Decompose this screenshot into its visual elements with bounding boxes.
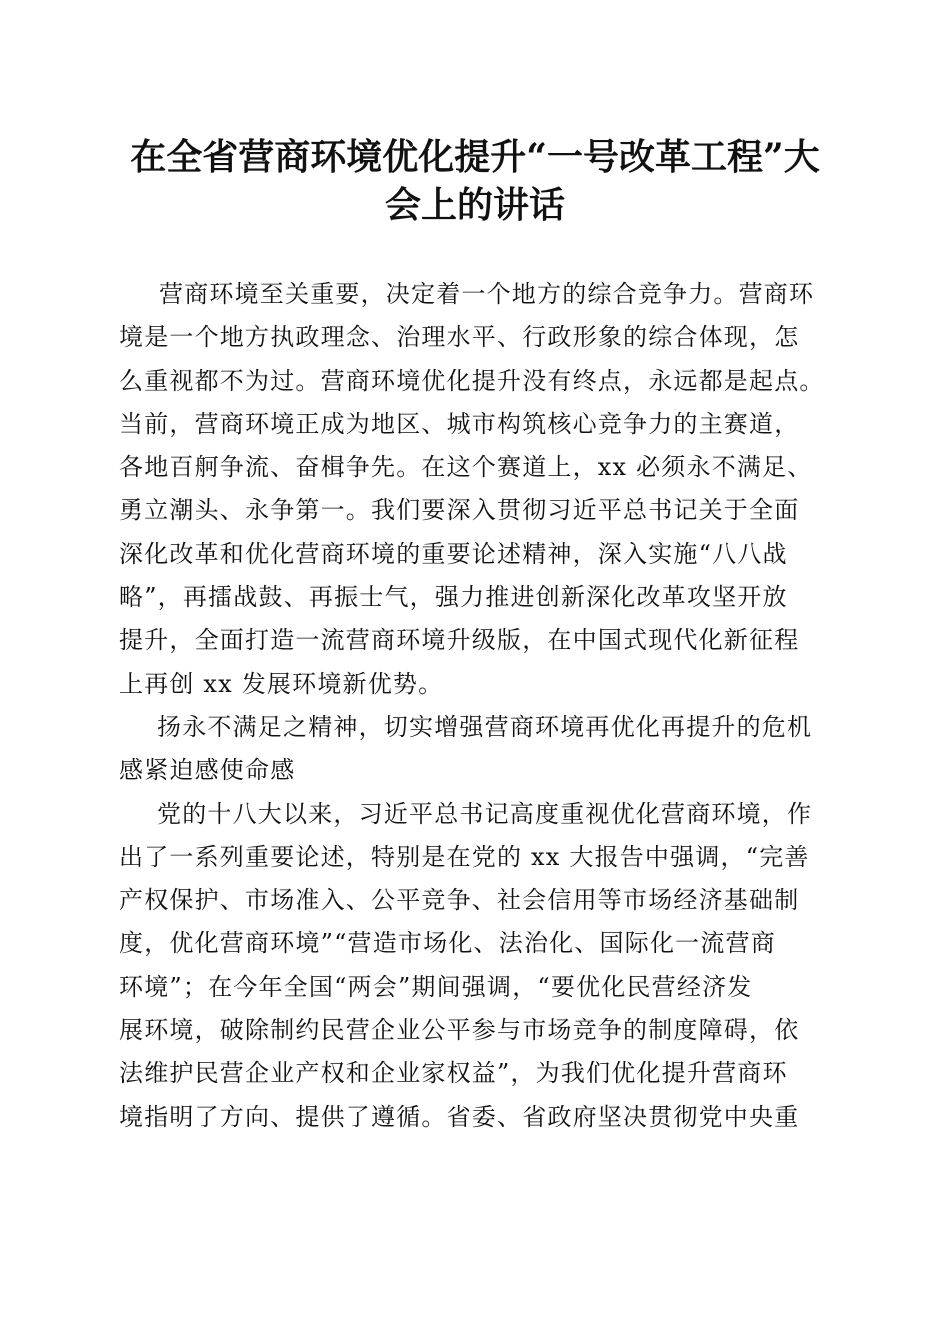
- document-body: [119, 273, 849, 1139]
- text-line: 各地百舸争流、奋楫争先。在这个赛道上，xx 必须永不满足、: [119, 453, 813, 482]
- title-line-1: 在全省营商环境优化提升“一号改革工程”大: [130, 136, 820, 178]
- text-line: 出了一系列重要论述，特别是在党的 xx 大报告中强调，“完善: [119, 842, 810, 871]
- text-line: 环境”；在今年全国“两会”期间强调，“要优化民营经济发: [119, 972, 753, 1001]
- text-line: 勇立潮头、永争第一。我们要深入贯彻习近平总书记关于全面: [119, 496, 800, 525]
- title-line-2: 会上的讲话: [384, 184, 565, 226]
- text-line: 深化改革和优化营商环境的重要论述精神，深入实施“八八战: [119, 539, 788, 568]
- section-heading-line: 感紧迫感使命感: [119, 756, 296, 785]
- text-line: 么重视都不为过。营商环境优化提升没有终点，永远都是起点。: [119, 366, 825, 395]
- text-line: 营商环境至关重要，决定着一个地方的综合竞争力。营商环: [159, 280, 815, 308]
- document-title: [100, 133, 850, 229]
- text-line: 当前，营商环境正成为地区、城市构筑核心竞争力的主赛道，: [119, 409, 800, 438]
- text-line: 境是一个地方执政理念、治理水平、行政形象的综合体现，怎: [119, 323, 800, 352]
- text-line: 度，优化营商环境”“营造市场化、法治化、国际化一流营商: [119, 929, 776, 958]
- text-line: 上再创 xx 发展环境新优势。: [119, 669, 444, 698]
- text-line: 境指明了方向、提供了遵循。省委、省政府坚决贯彻党中央重: [119, 1102, 800, 1131]
- section-heading-line: 扬永不满足之精神，切实增强营商环境再优化再提升的危机: [157, 712, 813, 741]
- text-line: 提升，全面打造一流营商环境升级版，在中国式现代化新征程: [119, 626, 800, 655]
- text-line: 法维护民营企业产权和企业家权益”，为我们优化提升营商环: [119, 1059, 788, 1088]
- text-line: 产权保护、市场准入、公平竞争、社会信用等市场经济基础制: [119, 886, 800, 915]
- text-line: 党的十八大以来，习近平总书记高度重视优化营商环境，作: [157, 799, 813, 828]
- text-line: 展环境，破除制约民营企业公平参与市场竞争的制度障碍，依: [119, 1016, 800, 1045]
- text-line: 略”，再擂战鼓、再振士气，强力推进创新深化改革攻坚开放: [119, 583, 788, 612]
